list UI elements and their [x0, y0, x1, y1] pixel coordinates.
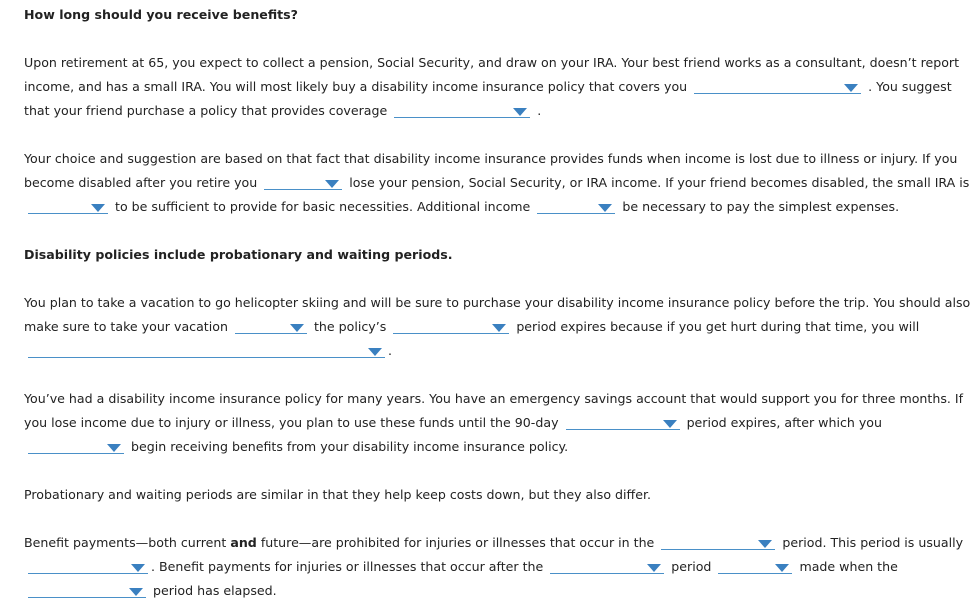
p2-line3-text-b: be necessary to pay the simplest expenses. — [622, 199, 900, 214]
p4-line3-text: begin receiving benefits from your disability income insurance policy. — [131, 439, 569, 454]
p6-line3-text: period has elapsed. — [153, 583, 277, 598]
p2-line1: Your choice and suggestion are based on that fact that disability income insurance provides funds when income is lost due to illness or injury. If you — [24, 151, 958, 166]
p1-line3-text-a: that your friend purchase a policy that provides coverage — [24, 103, 388, 118]
retire-lose-dropdown[interactable] — [264, 176, 342, 190]
chevron-down-icon — [663, 420, 677, 428]
hurt-outcome-dropdown[interactable] — [28, 344, 385, 358]
policy-period-dropdown[interactable] — [393, 320, 509, 334]
section-heading-benefits: How long should you receive benefits? — [24, 7, 298, 22]
p3-line1: You plan to take a vacation to go helicopter skiing and will be sure to purchase your disability income insurance policy before the trip. You should also — [24, 295, 971, 310]
chevron-down-icon — [325, 180, 339, 188]
chevron-down-icon — [598, 204, 612, 212]
begin-benefits-dropdown[interactable] — [28, 440, 124, 454]
p1-line1: Upon retirement at 65, you expect to collect a pension, Social Security, and draw on your IRA. Your best friend works as a consultant, doesn’t report — [24, 55, 960, 70]
p2-line3-text-a: to be sufficient to provide for basic necessities. Additional income — [115, 199, 531, 214]
p6-line3 — [24, 583, 277, 599]
prohibited-period-dropdown[interactable] — [661, 536, 775, 550]
p4-line1: You’ve had a disability income insurance policy for many years. You have an emergency savings account that would support you for three months. If — [24, 391, 964, 406]
p4-line3 — [24, 439, 568, 455]
chevron-down-icon — [368, 348, 382, 356]
p6-line2-text-c: made when the — [799, 559, 898, 574]
p4-line2-text-b: period expires, after which you — [686, 415, 882, 430]
chevron-down-icon — [131, 564, 145, 572]
coverage-friend-dropdown[interactable] — [394, 104, 530, 118]
additional-income-dropdown[interactable] — [537, 200, 615, 214]
p3-line2-text-a: make sure to take your vacation — [24, 319, 228, 334]
chevron-down-icon — [91, 204, 105, 212]
chevron-down-icon — [758, 540, 772, 548]
p6-line2-text-a: . Benefit payments for injuries or illnesses that occur after the — [151, 559, 544, 574]
p1-line2-text-a: income, and has a small IRA. You will most likely buy a disability income insurance policy that covers you — [24, 79, 688, 94]
p2-line2 — [24, 175, 969, 191]
p4-line2 — [24, 415, 882, 431]
p2-line2-text-b: lose your pension, Social Security, or IRA income. If your friend becomes disabled, the small IRA is — [349, 175, 970, 190]
vacation-timing-dropdown[interactable] — [235, 320, 307, 334]
p1-line3-text-b: . — [537, 103, 542, 118]
chevron-down-icon — [647, 564, 661, 572]
p6-line2-text-b: period — [671, 559, 712, 574]
chevron-down-icon — [129, 588, 143, 596]
p3-line3-text: . — [388, 343, 393, 358]
p2-line3 — [24, 199, 899, 215]
p1-line3 — [24, 103, 541, 119]
chevron-down-icon — [107, 444, 121, 452]
p1-line2 — [24, 79, 952, 95]
chevron-down-icon — [492, 324, 506, 332]
p6-line1-text-d: period. This period is usually — [782, 535, 964, 550]
p2-line2-text-a: become disabled after you retire you — [24, 175, 258, 190]
after-period-dropdown[interactable] — [550, 560, 664, 574]
p3-line3 — [24, 343, 392, 359]
chevron-down-icon — [844, 84, 858, 92]
chevron-down-icon — [290, 324, 304, 332]
p3-line2 — [24, 319, 919, 335]
p6-line1 — [24, 535, 963, 551]
coverage-you-dropdown[interactable] — [694, 80, 861, 94]
p4-line2-text-a: you lose income due to injury or illness, you plan to use these funds until the 90-day — [24, 415, 559, 430]
ira-sufficient-dropdown[interactable] — [28, 200, 108, 214]
section-heading-periods: Disability policies include probationary and waiting periods. — [24, 247, 453, 262]
p6-line1-text-a: Benefit payments—both current — [24, 535, 227, 550]
chevron-down-icon — [513, 108, 527, 116]
p1-line2-text-b: . You suggest — [868, 79, 952, 94]
p3-line2-text-b: the policy’s — [313, 319, 387, 334]
elapsed-period-dropdown[interactable] — [28, 584, 146, 598]
p6-line1-bold-and: and — [230, 535, 257, 550]
p5-line1: Probationary and waiting periods are similar in that they help keep costs down, but they also differ. — [24, 487, 651, 502]
p3-line2-text-c: period expires because if you get hurt during that time, you will — [516, 319, 920, 334]
chevron-down-icon — [775, 564, 789, 572]
payments-made-dropdown[interactable] — [718, 560, 792, 574]
period-length-dropdown[interactable] — [28, 560, 148, 574]
p6-line2 — [24, 559, 898, 575]
ninety-day-period-dropdown[interactable] — [566, 416, 680, 430]
p6-line1-text-c: future—are prohibited for injuries or illnesses that occur in the — [260, 535, 655, 550]
